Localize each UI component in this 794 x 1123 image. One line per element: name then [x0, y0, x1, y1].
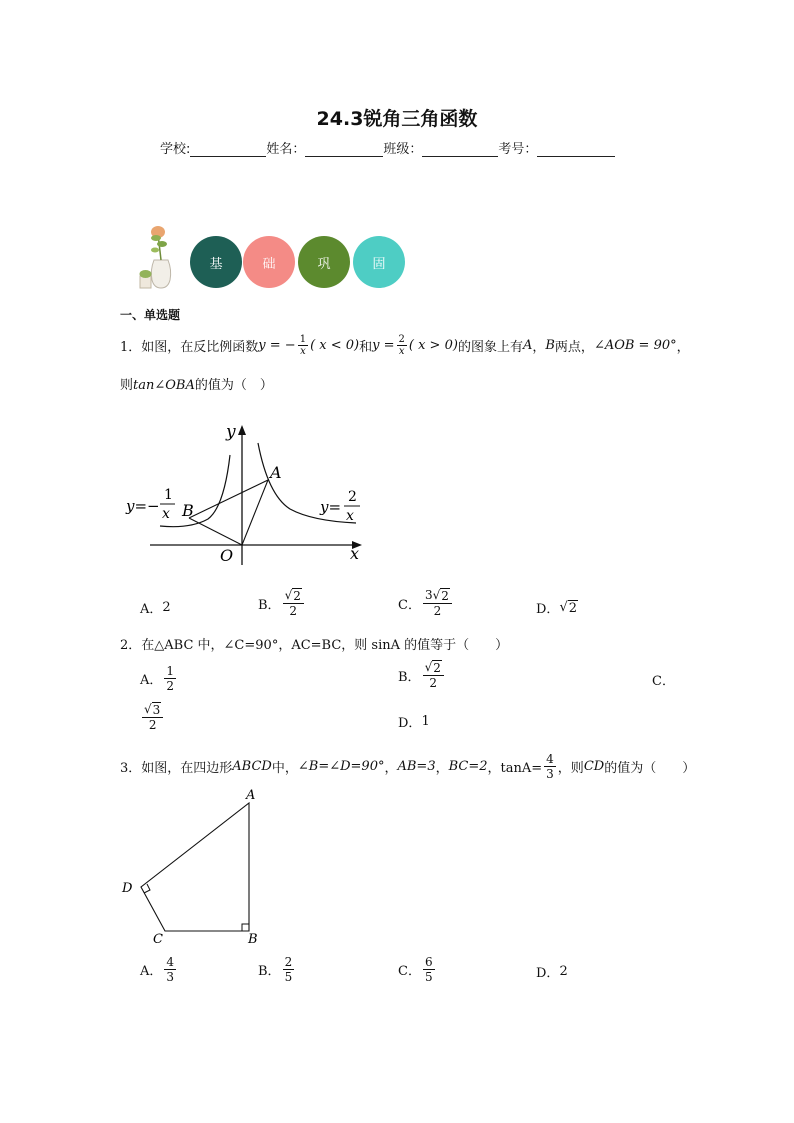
y-axis-arrow [238, 425, 246, 435]
left-curve-num: 1 [164, 487, 173, 503]
q2-option-b-den: 2 [429, 676, 438, 690]
q3-option-b-fraction [283, 955, 295, 984]
q2-option-b-radicand: 2 [433, 661, 441, 675]
q1-func1-num: 1 [299, 334, 307, 345]
q1-angle: ∠AOB = 90° [593, 338, 677, 353]
banner-circle-4 [353, 236, 405, 288]
q3-option-c[interactable] [398, 955, 437, 984]
q1-point-b: B [545, 338, 555, 353]
q1-tan: tan∠OBA [133, 378, 195, 393]
name-field[interactable] [305, 142, 383, 157]
q1-stem-line1 [120, 334, 690, 357]
q1-option-c-den: 2 [433, 604, 442, 618]
name-label: 姓名： [266, 142, 306, 157]
student-info-line [160, 138, 615, 157]
q3-option-d-label: D． [536, 966, 560, 981]
q3-number: 3． [120, 761, 142, 776]
q1-option-b-label: B． [258, 597, 281, 613]
q2-option-d-value: 1 [421, 714, 430, 729]
q1-option-b-fraction: √ 2 2 [283, 588, 304, 618]
q1-option-b-radicand: 2 [293, 589, 301, 603]
label-d: D [122, 881, 133, 896]
section-title: 一、单选题 [120, 308, 181, 322]
q3-option-c-num: 6 [424, 955, 433, 969]
q1-text-3: 的图象上有 [457, 340, 523, 355]
q2-option-b-fraction: √ 2 2 [423, 660, 444, 690]
q3-cd: CD [583, 759, 605, 774]
q3-sep-1: ， [384, 761, 398, 776]
q3-option-b-label: B． [258, 964, 281, 979]
label-y: y [226, 422, 236, 442]
q3-option-d-value: 2 [559, 964, 568, 979]
exam-no-label: 考号： [498, 142, 538, 157]
q1-func1-den: x [300, 346, 306, 357]
banner-circle-1 [190, 236, 242, 288]
q3-sep-2: ， [435, 761, 449, 776]
q2-option-c-fraction: √ 3 2 [142, 702, 163, 732]
q3-angles: ∠B=∠D=90° [297, 759, 385, 774]
banner-circle-2 [243, 236, 295, 288]
q1-text-1: 如图，在反比例函数 [141, 340, 259, 355]
q3-tan-fraction [544, 752, 556, 781]
q2-option-a-label: A． [140, 673, 163, 688]
q1-option-b-den: 2 [289, 604, 298, 618]
q1-comma: ， [532, 340, 546, 355]
q1-option-d-radicand: 2 [568, 600, 578, 616]
q3-tan-den: 3 [546, 767, 554, 781]
q2-stem [120, 634, 508, 653]
q3-option-a-fraction [164, 955, 176, 984]
label-a: A [246, 788, 256, 803]
q3-option-c-label: C． [398, 964, 421, 979]
right-angle-b [242, 924, 249, 931]
q1-func2-cond: ( x > 0) [408, 338, 458, 353]
q2-option-c-label: C． [652, 674, 675, 689]
q2-option-c-value[interactable] [140, 702, 165, 732]
q3-option-d[interactable] [536, 962, 568, 981]
q1-option-a-label: A． [140, 602, 163, 617]
q1-option-a[interactable] [140, 598, 171, 617]
q1-option-c-label: C． [398, 597, 421, 613]
q1-func1-fraction [298, 334, 308, 357]
q3-option-b-num: 2 [284, 955, 293, 969]
q1-text-2: 和 [359, 340, 373, 355]
school-label: 学校: [160, 142, 191, 157]
q1-line2-a: 则 [120, 378, 134, 393]
q1-option-d[interactable]: D． √ 2 [536, 599, 578, 617]
q1-option-d-label: D． [536, 602, 560, 617]
q1-text-5: ， [676, 340, 690, 355]
q3-text-4: ，则 [557, 761, 584, 776]
q3-tan-num: 4 [546, 752, 554, 766]
q1-number: 1． [120, 340, 142, 355]
q3-option-c-den: 5 [424, 970, 433, 984]
q3-option-b-den: 5 [284, 970, 293, 984]
left-curve-den: x [162, 506, 170, 522]
q1-func2-den: x [398, 346, 405, 357]
q3-option-b[interactable] [258, 955, 296, 984]
banner-circle-3-text: 巩 [317, 256, 331, 272]
label-b: B [182, 501, 194, 520]
q3-stem [120, 752, 695, 781]
q2-option-b-label: B． [398, 669, 421, 685]
q2-number: 2． [120, 638, 142, 653]
q3-bc: BC=2 [448, 759, 488, 774]
q3-figure [115, 785, 275, 950]
page-title: 24.3锐角三角函数 [316, 108, 478, 130]
q3-option-a[interactable] [140, 955, 178, 984]
class-label: 班级： [383, 142, 423, 157]
q2-option-b[interactable] [398, 660, 446, 690]
label-b: B [248, 932, 258, 947]
exam-no-field[interactable] [537, 142, 615, 157]
q3-text-2: 中， [271, 761, 298, 776]
q1-option-b[interactable] [258, 588, 306, 618]
q1-option-c-coef: 3 [424, 588, 433, 602]
q3-ab: AB=3 [397, 759, 436, 774]
q1-option-c-radicand: 2 [441, 589, 449, 603]
q2-option-c[interactable] [652, 670, 675, 689]
q3-text-5: 的值为（ ） [604, 761, 696, 776]
quadrilateral-abcd [141, 803, 249, 931]
q2-option-a-fraction [164, 664, 176, 693]
q2-option-c-den: 2 [148, 718, 157, 732]
school-field[interactable] [190, 142, 266, 157]
q2-text: 在△ABC 中，∠C=90°，AC=BC，则 sinA 的值等于（ ） [141, 638, 509, 653]
triangle-aob [189, 480, 268, 545]
q1-line2-b: 的值为（ ） [194, 378, 273, 393]
banner-circle-1-text: 基 [209, 256, 223, 272]
right-curve-prefix: y= [320, 498, 342, 516]
q2-option-d[interactable] [398, 712, 430, 731]
vase-plant-image [136, 222, 186, 290]
q3-quad: ABCD [232, 759, 272, 774]
q1-option-a-value: 2 [162, 600, 171, 615]
q1-func2: y = [372, 338, 395, 353]
q1-option-c-fraction: 3√ 2 2 [423, 588, 452, 618]
label-x: x [350, 544, 360, 563]
curve-right [258, 443, 356, 523]
q3-option-a-den: 3 [166, 970, 175, 984]
q2-option-a-den: 2 [166, 679, 175, 693]
right-angle-d [144, 884, 150, 893]
q1-point-a: A [522, 338, 533, 353]
right-curve-num: 2 [348, 489, 357, 505]
q1-func1: y = − [258, 338, 296, 353]
q2-option-a[interactable] [140, 664, 178, 693]
right-curve-den: x [346, 508, 354, 524]
q3-text-1: 如图，在四边形 [141, 761, 233, 776]
q2-option-a-num: 1 [166, 664, 175, 678]
left-curve-prefix: y=− [126, 497, 160, 515]
q1-text-4: 两点， [554, 340, 594, 355]
q1-func2-fraction [397, 334, 407, 357]
class-field[interactable] [422, 142, 498, 157]
q1-func1-cond: ( x < 0) [310, 338, 360, 353]
q1-stem-line2 [120, 374, 273, 393]
label-c: C [153, 932, 163, 947]
q3-option-c-fraction [423, 955, 435, 984]
q3-text-3: ，tanA= [487, 761, 543, 776]
q3-option-a-num: 4 [166, 955, 175, 969]
banner-circle-2-text: 础 [262, 256, 276, 272]
q2-option-c-radicand: 3 [152, 703, 161, 717]
q1-func2-num: 2 [398, 334, 405, 345]
banner-circle-3 [298, 236, 350, 288]
q1-figure [120, 415, 370, 570]
label-a: A [270, 463, 282, 482]
q2-option-d-label: D． [398, 716, 422, 731]
banner-circle-4-text: 固 [372, 256, 386, 272]
label-o: O [220, 546, 234, 565]
q3-option-a-label: A． [140, 964, 163, 979]
q1-option-c[interactable] [398, 588, 454, 618]
